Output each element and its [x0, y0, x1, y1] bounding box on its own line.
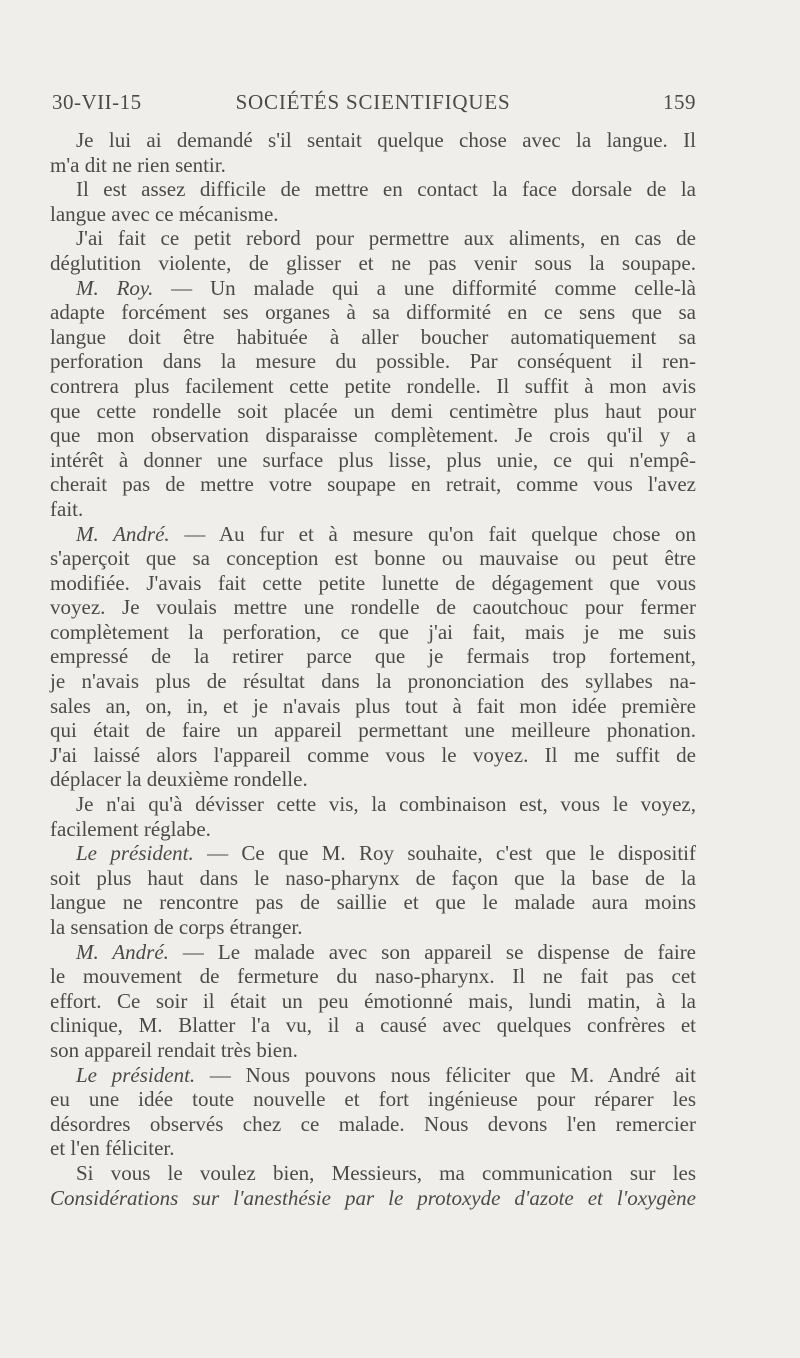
speech-line — [50, 940, 696, 965]
running-head-title: SOCIÉTÉS SCIENTIFIQUES — [235, 90, 511, 114]
italic-title-line: Considérations sur l'anesthésie par le protoxyde d'azote et l'oxygène — [50, 1185, 696, 1210]
page-number: 159 — [663, 90, 696, 114]
text-line: m'a dit ne rien sentir. — [50, 152, 226, 177]
text-line: le mouvement de fermeture du naso-pharynx. Il ne fait pas cet — [50, 964, 696, 989]
text-line: perforation dans la mesure du possible. Par conséquent il ren- — [50, 349, 696, 374]
speaker-name: M. Roy. — [76, 275, 154, 300]
speech-line — [50, 1063, 696, 1088]
text-line: facilement réglabe. — [50, 816, 211, 841]
text-line: Si vous le voulez bien, Messieurs, ma communication sur les — [76, 1160, 696, 1185]
text-line: déplacer la deuxième rondelle. — [50, 767, 308, 792]
text-line: Je lui ai demandé s'il sentait quelque chose avec la langue. Il — [76, 128, 696, 152]
text-line: que mon observation disparaisse complètement. Je crois qu'il y a — [50, 423, 696, 448]
text-line: adapte forcément ses organes à sa difformité en ce sens que sa — [50, 300, 696, 325]
text-line: la sensation de corps étranger. — [50, 915, 303, 939]
body-text — [50, 128, 696, 1210]
text-line: sales an, on, in, et je n'avais plus tout à fait mon idée première — [50, 693, 696, 718]
speaker-name: Le président. — [76, 1062, 196, 1087]
speaker-name: Le président. — [76, 841, 194, 866]
text-line: Il est assez difficile de mettre en contact la face dorsale de la — [76, 177, 696, 202]
running-head-date: 30-VII-15 — [52, 90, 142, 114]
book-page — [50, 0, 696, 1358]
speech-text: — Le malade avec son appareil se dispense de faire — [168, 939, 697, 964]
speech-text: — Ce que M. Roy souhaite, c'est que le dispositif — [193, 841, 696, 866]
text-line: son appareil rendait très bien. — [50, 1037, 298, 1062]
text-line: J'ai fait ce petit rebord pour permettre aux aliments, en cas de — [76, 226, 696, 251]
running-head — [50, 90, 696, 120]
text-line: complètement la perforation, ce que j'ai fait, mais je me suis — [50, 619, 696, 644]
text-line: J'ai laissé alors l'appareil comme vous le voyez. Il me suffit de — [50, 742, 696, 767]
text-line: je n'avais plus de résultat dans la prononciation des syllabes na- — [50, 669, 696, 694]
speech-text: — Un malade qui a une difformité comme celle-là — [153, 275, 697, 300]
speaker-name: M. André. — [76, 521, 170, 546]
speaker-name: M. André. — [76, 939, 169, 964]
text-line: effort. Ce soir il était un peu émotionné mais, lundi matin, à la — [50, 988, 696, 1013]
text-line: langue doit être habituée à aller boucher automatiquement sa — [50, 324, 696, 349]
speech-line — [50, 522, 696, 547]
text-line: désordres observés chez ce malade. Nous devons l'en remercier — [50, 1111, 696, 1136]
text-line: intérêt à donner une surface plus lisse, plus unie, ce qui n'empê- — [50, 447, 696, 472]
text-line: Je n'ai qu'à dévisser cette vis, la combinaison est, vous le voyez, — [76, 792, 696, 817]
speech-line — [50, 276, 696, 301]
text-line: fait. — [50, 496, 84, 521]
speech-text: — Au fur et à mesure qu'on fait quelque chose on — [169, 521, 697, 546]
text-line: empressé de la retirer parce que je fermais trop fortement, — [50, 644, 696, 669]
text-line: voyez. Je voulais mettre une rondelle de caoutchouc pour fermer — [50, 595, 696, 620]
text-line: eu une idée toute nouvelle et fort ingénieuse pour réparer les — [50, 1087, 696, 1112]
text-line: qui était de faire un appareil permettant une meilleure phonation. — [50, 718, 696, 743]
text-line: langue avec ce mécanisme. — [50, 201, 279, 226]
text-line: et l'en féliciter. — [50, 1136, 175, 1161]
text-line: déglutition violente, de glisser et ne pas venir sous la soupape. — [50, 250, 696, 275]
text-line: langue ne rencontre pas de saillie et que le malade aura moins — [50, 890, 696, 915]
text-line: s'aperçoit que sa conception est bonne ou mauvaise ou peut être — [50, 546, 696, 571]
text-line: clinique, M. Blatter l'a vu, il a causé avec quelques confrères et — [50, 1013, 696, 1038]
text-line: modifiée. J'avais fait cette petite lunette de dégagement que vous — [50, 570, 696, 595]
speech-text: — Nous pouvons nous féliciter que M. André ait — [195, 1062, 697, 1087]
speech-line — [50, 841, 696, 866]
text-line: cherait pas de mettre votre soupape en retrait, comme vous l'avez — [50, 472, 696, 497]
text-line: que cette rondelle soit placée un demi centimètre plus haut pour — [50, 398, 696, 423]
text-line: contrera plus facilement cette petite rondelle. Il suffit à mon avis — [50, 373, 696, 398]
text-line: soit plus haut dans le naso-pharynx de façon que la base de la — [50, 865, 696, 890]
